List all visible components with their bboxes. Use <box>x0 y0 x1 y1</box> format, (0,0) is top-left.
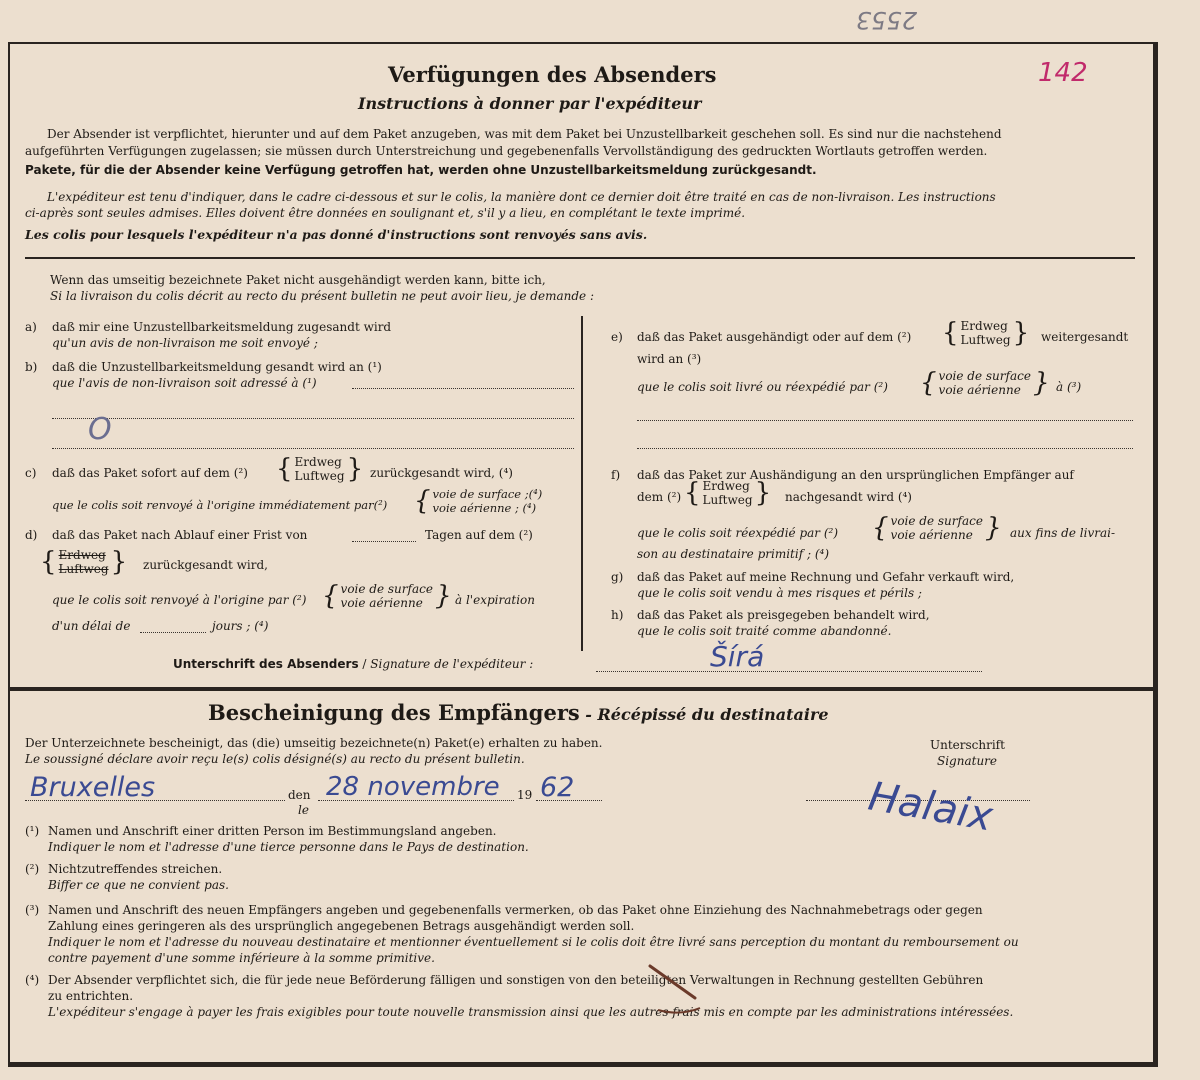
option-e-erdweg: Erdweg <box>960 319 1008 333</box>
option-c-aerienne: voie aérienne ; (⁴) <box>432 501 537 515</box>
footnote-1-fr: Indiquer le nom et l'adresse d'une tierce personne dans le Pays de destination. <box>48 840 529 854</box>
receipt-heading <box>208 700 829 725</box>
option-e-de-pre: daß das Paket ausgehändigt oder auf dem (²) <box>637 330 912 344</box>
receipt-subtitle: Récépissé du destinataire <box>597 705 829 724</box>
option-g-de: daß das Paket auf meine Rechnung und Gefahr verkauft wird, <box>637 570 1015 584</box>
footnote-3-mark: (³) <box>25 903 40 917</box>
footnote-4-de2: zu entrichten. <box>48 989 134 1003</box>
option-e-fr-post: à (³) <box>1056 380 1082 394</box>
receipt-de: Der Unterzeichnete bescheinigt, das (die) umseitig bezeichnete(n) Paket(e) erhalten zu haben. <box>25 736 603 750</box>
red-reference-number: 142 <box>1038 58 1088 88</box>
option-d-de-pre: daß das Paket nach Ablauf einer Frist von <box>52 528 308 542</box>
receipt-handwritten-date: 28 novembre <box>326 772 500 802</box>
receipt-signature-de: Unterschrift <box>930 738 1005 752</box>
option-d-days-field[interactable] <box>352 541 416 542</box>
option-g-fr: que le colis soit vendu à mes risques et périls ; <box>637 586 922 600</box>
receipt-handwritten-year: 62 <box>540 772 575 803</box>
option-b-address-line1[interactable] <box>352 388 574 389</box>
section-divider <box>25 257 1135 259</box>
option-h-label: h) <box>611 608 624 622</box>
receipt-le: le <box>298 803 309 817</box>
receipt-den: den <box>288 788 311 802</box>
intro-fr-line1: L'expéditeur est tenu d'indiquer, dans le cadre ci-dessous et sur le colis, la manière dont ce dernier doit être traité en cas de non-livraison. Les instructions <box>47 190 996 204</box>
option-d-fr-post: à l'expiration <box>455 593 535 607</box>
column-divider <box>581 316 583 651</box>
recipient-handwritten-signature: Halaix <box>864 773 997 841</box>
option-e-de-line2: wird an (³) <box>637 352 702 366</box>
option-d-surface: voie de surface <box>340 582 433 596</box>
option-f-luftweg: Luftweg <box>702 493 753 507</box>
option-g-label: g) <box>611 570 624 584</box>
option-f-fr-pre: que le colis soit réexpédié par (²) <box>637 526 839 540</box>
request-de: Wenn das umseitig bezeichnete Paket nicht ausgehändigt werden kann, bitte ich, <box>50 273 546 287</box>
option-f-de-pre: dem (²) <box>637 490 682 504</box>
footnote-3-fr2: contre payement d'une somme inférieure à la somme primitive. <box>48 951 435 965</box>
form-subtitle: Instructions à donner par l'expéditeur <box>358 94 702 113</box>
option-e-surface: voie de surface <box>938 369 1031 383</box>
footnote-1-mark: (¹) <box>25 824 40 838</box>
option-f-de-line1: daß das Paket zur Aushändigung an den ursprünglichen Empfänger auf <box>637 468 1074 482</box>
option-b-de: daß die Unzustellbarkeitsmeldung gesandt wird an (¹) <box>52 360 382 374</box>
intro-de-line1: Der Absender ist verpflichtet, hierunter und auf dem Paket anzugeben, was mit dem Paket bei Unzustellbarkeit geschehen soll. Es sind nur die nachstehend <box>47 127 1002 141</box>
option-c-luftweg: Luftweg <box>294 469 345 483</box>
footnote-3-fr1: Indiquer le nom et l'adresse du nouveau destinataire et mentionner éventuellement si le colis doit être livré sans perception du montant du remboursement ou <box>48 935 1019 949</box>
receipt-title: Bescheinigung des Empfängers <box>208 700 580 725</box>
option-d-delay-field[interactable] <box>140 632 206 633</box>
sender-signature-label-de: Unterschrift des Absenders <box>173 657 359 671</box>
option-e-de-post: weitergesandt <box>1041 330 1129 344</box>
option-f-surface: voie de surface <box>890 514 983 528</box>
option-e-fr-pre: que le colis soit livré ou réexpédié par (²) <box>637 380 888 394</box>
sender-signature-sep: / <box>358 657 371 671</box>
option-f-erdweg: Erdweg <box>702 479 750 493</box>
option-c-fr-pre: que le colis soit renvoyé à l'origine immédiatement par(²) <box>52 498 388 512</box>
option-d-erdweg: Erdweg <box>58 548 106 562</box>
sender-signature-label-fr: Signature de l'expéditeur : <box>370 657 534 671</box>
option-e-route-choice: { Erdweg Luftweg } <box>942 318 1030 348</box>
sender-handwritten-signature: Šírá <box>710 640 765 673</box>
option-e-address-line1[interactable] <box>637 420 1133 421</box>
option-d-route-choice: { Erdweg Luftweg } <box>40 547 128 577</box>
intro-de-bold: Pakete, für die der Absender keine Verfügung getroffen hat, werden ohne Unzustellbarkeitsmeldung zurückgesandt. <box>25 163 817 177</box>
option-e-address-line2[interactable] <box>637 448 1133 449</box>
option-h-fr: que le colis soit traité comme abandonné. <box>637 624 892 638</box>
sender-signature-label <box>173 657 533 671</box>
option-c-de-pre: daß das Paket sofort auf dem (²) <box>52 466 248 480</box>
receipt-year-prefix: 19 <box>517 788 533 802</box>
option-c-erdweg: Erdweg <box>294 455 342 469</box>
option-a-fr: qu'un avis de non-livraison me soit envoyé ; <box>52 336 318 350</box>
option-b-label: b) <box>25 360 38 374</box>
option-b-address-line2[interactable] <box>52 418 574 419</box>
option-b-fr: que l'avis de non-livraison soit adressé à (¹) <box>52 376 317 390</box>
sender-signature-field[interactable] <box>596 671 982 672</box>
receipt-fr: Le soussigné déclare avoir reçu le(s) colis désigné(s) au recto du présent bulletin. <box>25 752 525 766</box>
option-c-label: c) <box>25 466 37 480</box>
option-f-de-post: nachgesandt wird (⁴) <box>785 490 912 504</box>
option-c-route-choice: { Erdweg Luftweg } <box>276 454 364 484</box>
footnote-3-de2: Zahlung eines geringeren als des ursprünglich angegebenen Betrags ausgehändigt werden soll. <box>48 919 635 933</box>
footnote-4-fr: L'expéditeur s'engage à payer les frais exigibles pour toute nouvelle transmission ainsi que les autres frais mis en compte par les administrations intéressées. <box>48 1005 1014 1019</box>
footnote-4-mark: (⁴) <box>25 973 40 987</box>
option-a-label: a) <box>25 320 37 334</box>
option-d-fr-line3-pre: d'un délai de <box>52 619 131 633</box>
option-c-de-post: zurückgesandt wird, (⁴) <box>370 466 513 480</box>
option-f-fr-line3: son au destinataire primitif ; (⁴) <box>637 547 829 561</box>
option-a-de: daß mir eine Unzustellbarkeitsmeldung zugesandt wird <box>52 320 392 334</box>
option-d-fr-route-choice: { voie de surface voie aérienne } <box>322 581 452 611</box>
option-e-label: e) <box>611 330 623 344</box>
option-e-fr-route-choice: { voie de surface voie aérienne } <box>920 368 1050 398</box>
option-f-aerienne: voie aérienne <box>890 528 973 542</box>
option-b-handwritten-mark: O <box>88 412 112 447</box>
option-d-aerienne: voie aérienne <box>340 596 423 610</box>
option-d-de-post2: zurückgesandt wird, <box>143 558 268 572</box>
footnote-4-de1: Der Absender verpflichtet sich, die für jede neue Beförderung fälligen und sonstigen von den beteiligten Verwaltungen in Rechnung gestellten Gebühren <box>48 973 984 987</box>
intro-fr-bold: Les colis pour lesquels l'expéditeur n'a pas donné d'instructions sont renvoyés sans avis. <box>25 227 648 242</box>
option-e-aerienne: voie aérienne <box>938 383 1021 397</box>
option-e-luftweg: Luftweg <box>960 333 1011 347</box>
receipt-handwritten-place: Bruxelles <box>30 772 156 803</box>
option-d-luftweg: Luftweg <box>58 562 109 576</box>
option-h-de: daß das Paket als preisgegeben behandelt wird, <box>637 608 930 622</box>
receipt-dash: - <box>579 705 598 724</box>
form-title: Verfügungen des Absenders <box>388 62 717 87</box>
option-c-fr-route-choice: { voie de surface ;(⁴) voie aérienne ; (⁴) <box>414 486 543 516</box>
form-border-bottom <box>8 1062 1158 1067</box>
footnote-3-de1: Namen und Anschrift des neuen Empfängers angeben und gegebenenfalls vermerken, ob das Paket ohne Einziehung des Nachnahmebetrags oder gegen <box>48 903 983 917</box>
option-c-surface: voie de surface ;(⁴) <box>432 487 543 501</box>
option-d-label: d) <box>25 528 38 542</box>
option-d-de-post: Tagen auf dem (²) <box>425 528 533 542</box>
option-b-address-line3[interactable] <box>52 448 574 449</box>
inverted-number-stamp: 2553 <box>856 6 918 34</box>
request-fr: Si la livraison du colis décrit au recto du présent bulletin ne peut avoir lieu, je demande : <box>50 289 594 303</box>
ink-stroke-mark <box>640 958 760 1028</box>
intro-de-line2: aufgeführten Verfügungen zugelassen; sie müssen durch Unterstreichung und gegebenenfalls Vervollständigung des gedruckten Wortlauts getroffen werden. <box>25 144 988 158</box>
option-d-fr-pre: que le colis soit renvoyé à l'origine par (²) <box>52 593 307 607</box>
option-f-fr-post: aux fins de livrai- <box>1010 526 1116 540</box>
option-f-label: f) <box>611 468 621 482</box>
intro-fr-line2: ci-après sont seules admises. Elles doivent être données en soulignant et, s'il y a lieu, en complétant le texte imprimé. <box>25 206 746 220</box>
receipt-signature-fr: Signature <box>937 754 998 768</box>
footnote-1-de: Namen und Anschrift einer dritten Person im Bestimmungsland angeben. <box>48 824 497 838</box>
option-f-route-choice: { Erdweg Luftweg } <box>684 478 772 508</box>
form-border-right <box>1153 42 1158 1067</box>
footnote-2-fr: Biffer ce que ne convient pas. <box>48 878 229 892</box>
footnote-2-de: Nichtzutreffendes streichen. <box>48 862 223 876</box>
option-d-fr-line3-post: jours ; (⁴) <box>212 619 269 633</box>
footnote-2-mark: (²) <box>25 862 40 876</box>
receipt-divider <box>10 687 1156 691</box>
option-f-fr-route-choice: { voie de surface voie aérienne } <box>872 513 1002 543</box>
